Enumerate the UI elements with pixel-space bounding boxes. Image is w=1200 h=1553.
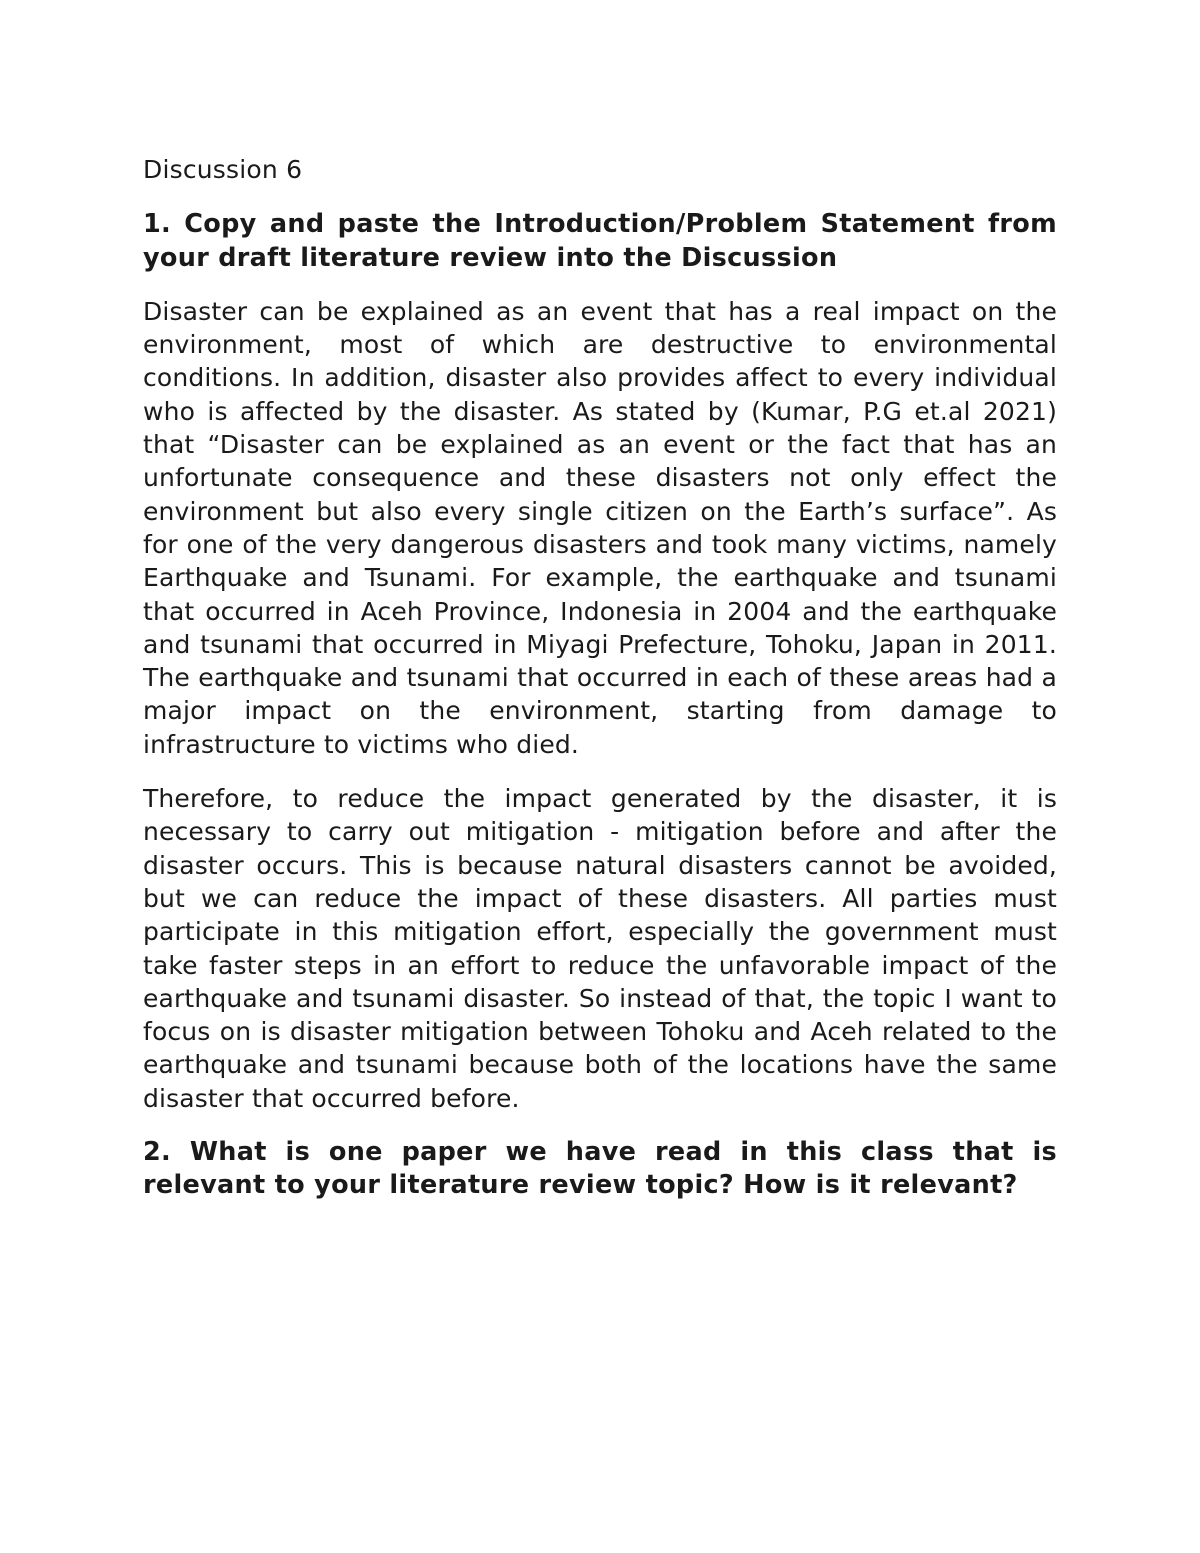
document-body	[143, 153, 1057, 1223]
answer-paragraph-2: Therefore, to reduce the impact generated by the disaster, it is necessary to carry out mitigation - mitigation before and after the disaster occurs. This is because natural disasters cannot be avoided, but we can reduce the impact of these disasters. All parties must participate in this mitigation effort, especially the government must take faster steps in an effort to reduce the unfavorable impact of the earthquake and tsunami disaster. So instead of that, the topic I want to focus on is disaster mitigation between Tohoku and Aceh related to the earthquake and tsunami because both of the locations have the same disaster that occurred before.	[143, 784, 1057, 1113]
question-2-heading: 2. What is one paper we have read in this class that is relevant to your literature review topic? How is it relevant?	[143, 1137, 1057, 1201]
question-1-heading: 1. Copy and paste the Introduction/Problem Statement from your draft literature review into the Discussion	[143, 209, 1057, 273]
document-title: Discussion 6	[143, 155, 303, 184]
answer-paragraph-1: Disaster can be explained as an event that has a real impact on the environment, most of which are destructive to environmental conditions. In addition, disaster also provides affect to every individual who is affected by the disaster. As stated by (Kumar, P.G et.al 2021) that “Disaster can be explained as an event or the fact that has an unfortunate consequence and these disasters not only effect the environment but also every single citizen on the Earth’s surface”. As for one of the very dangerous disasters and took many victims, namely Earthquake and Tsunami. For example, the earthquake and tsunami that occurred in Aceh Province, Indonesia in 2004 and the earthquake and tsunami that occurred in Miyagi Prefecture, Tohoku, Japan in 2011. The earthquake and tsunami that occurred in each of these areas had a major impact on the environment, starting from damage to infrastructure to victims who died.	[143, 296, 1057, 759]
